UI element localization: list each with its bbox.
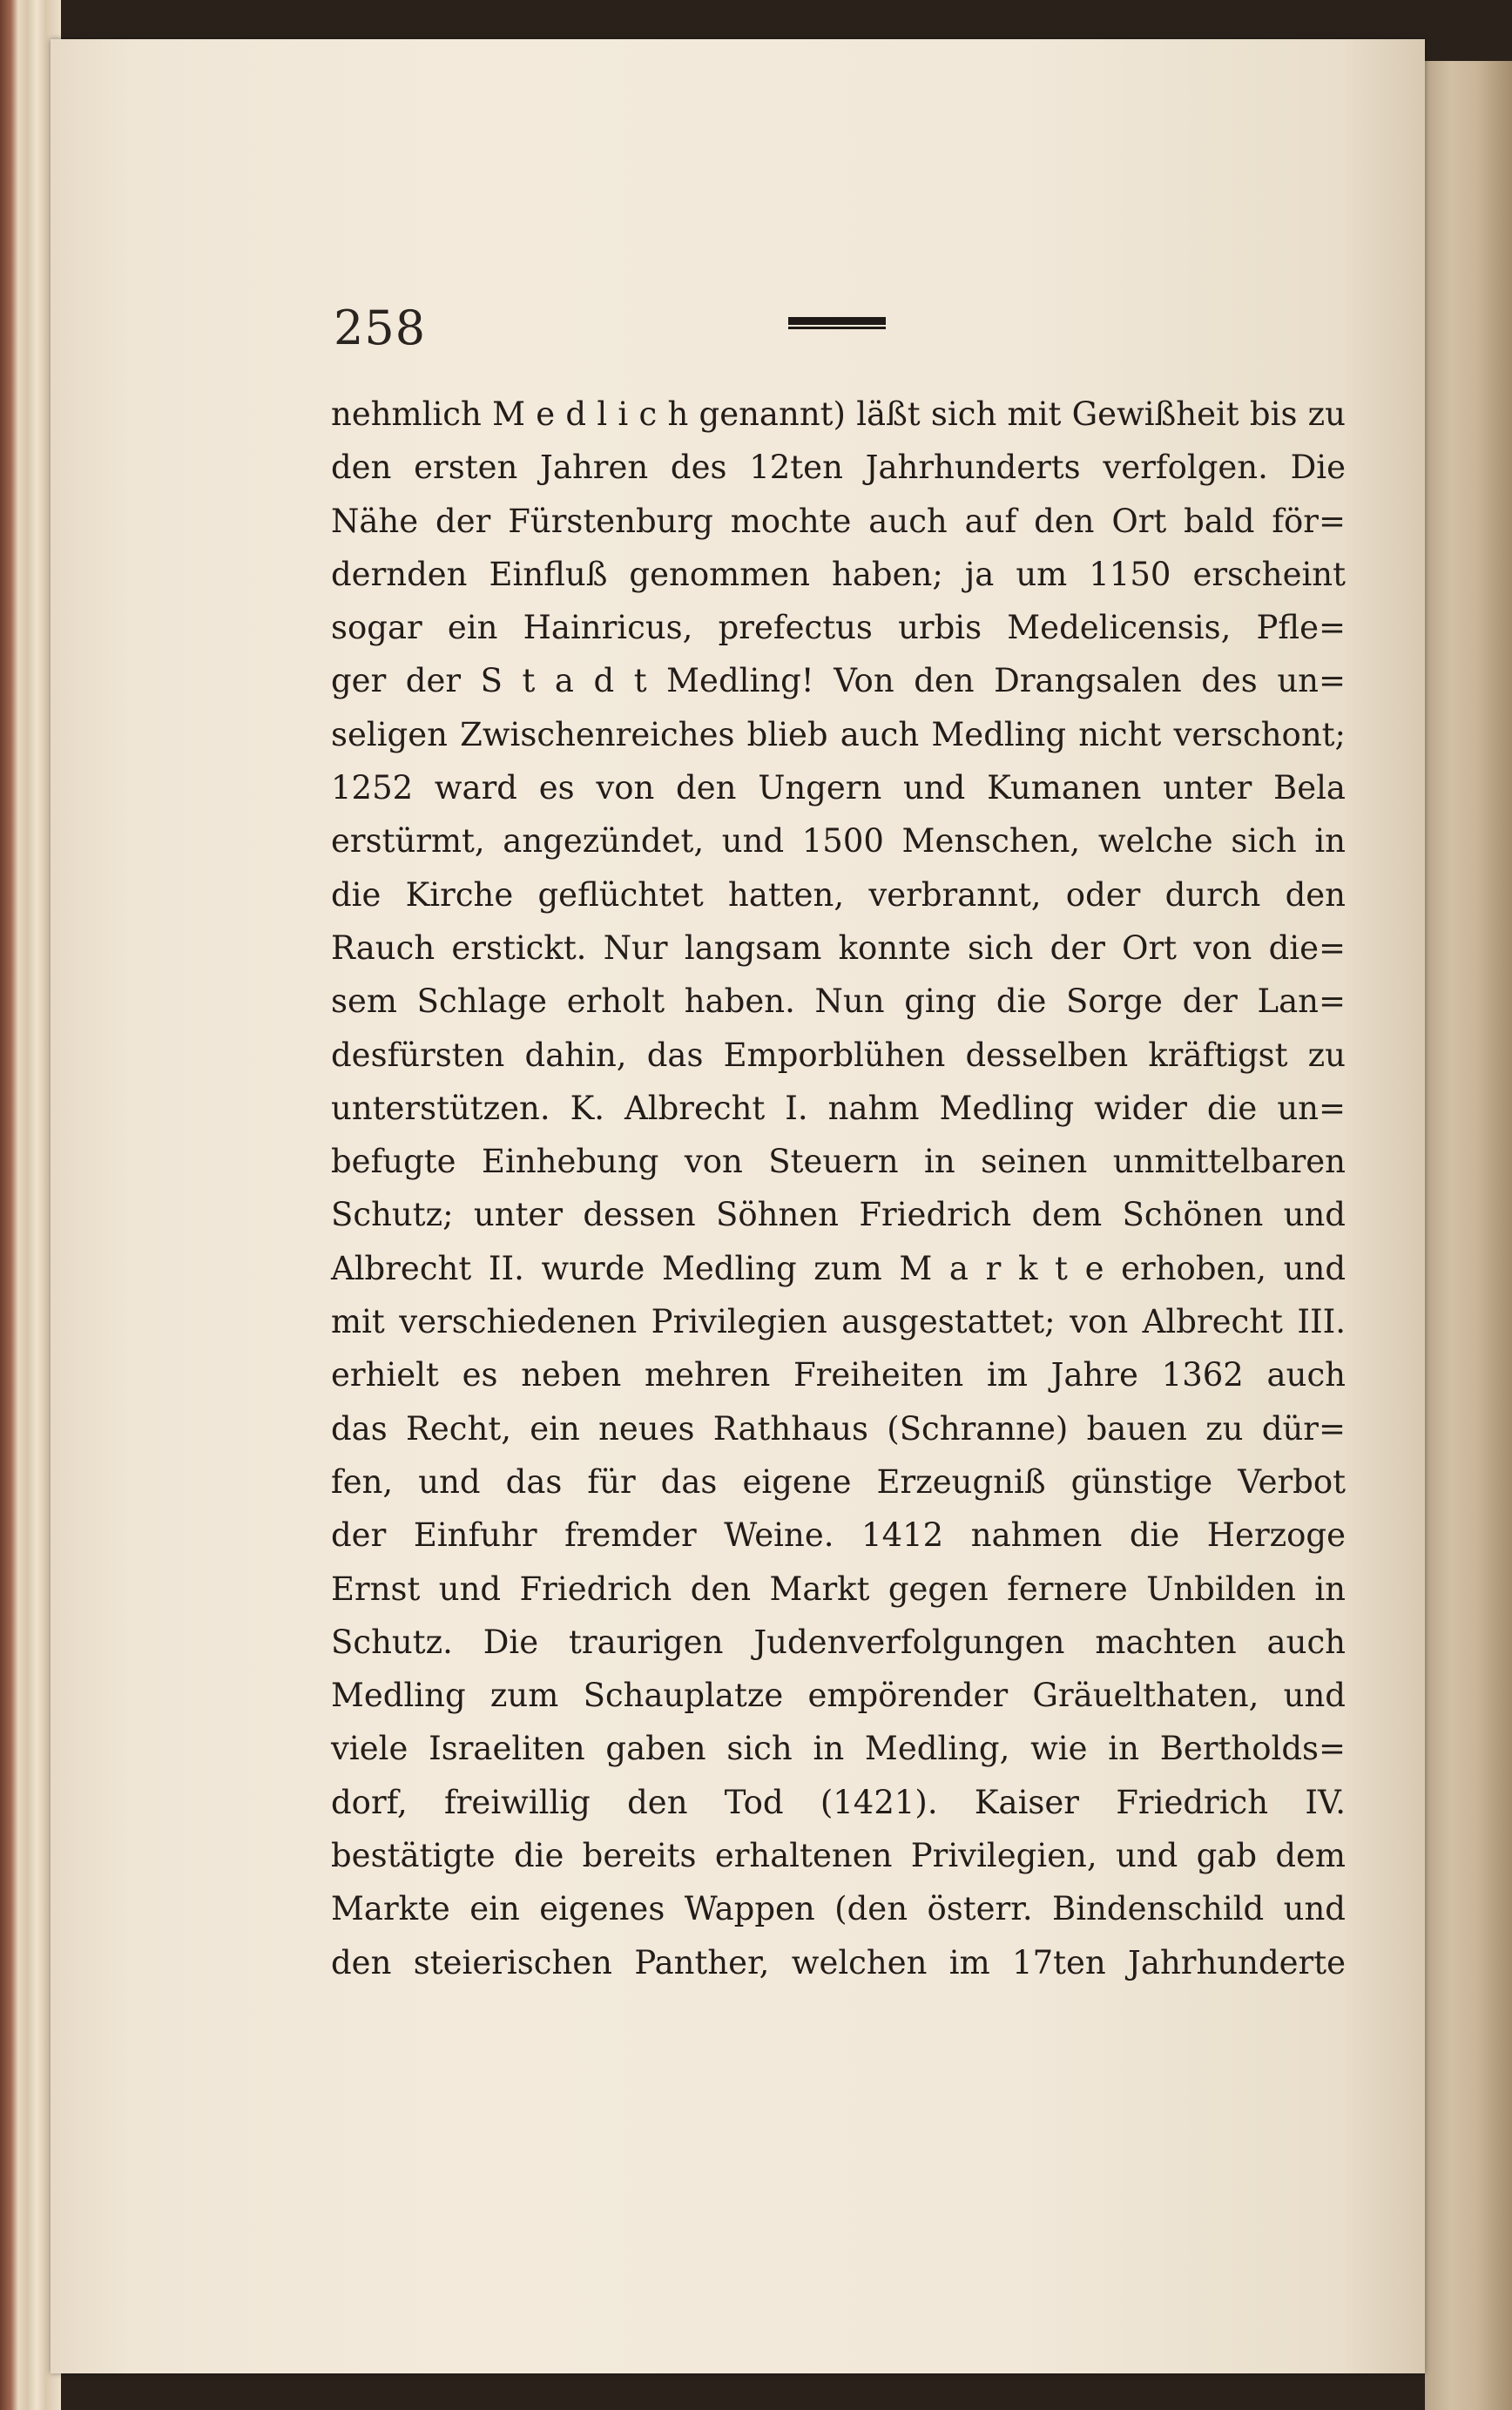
header-rule xyxy=(788,317,886,325)
text-line: den ersten Jahren des 12ten Jahrhunderts verfolgen. Die xyxy=(331,449,1346,487)
book-cover-edge-right xyxy=(1425,61,1512,2410)
text-line: dorf, freiwillig den Tod (1421). Kaiser Friedrich IV. xyxy=(331,1783,1346,1821)
text-line: dernden Einfluß genommen haben; ja um 1150 erscheint xyxy=(331,555,1346,593)
text-line: Nähe der Fürstenburg mochte auch auf den Ort bald för= xyxy=(331,502,1346,540)
text-line: Schutz; unter dessen Söhnen Friedrich dem Schönen und xyxy=(331,1196,1346,1234)
text-line: nehmlich M e d l i c h genannt) läßt sich mit Gewißheit bis zu xyxy=(331,395,1346,433)
body-text xyxy=(331,388,1346,1989)
text-line: Markte ein eigenes Wappen (den österr. Bindenschild und xyxy=(331,1890,1346,1928)
text-line: Ernst und Friedrich den Markt gegen fernere Unbilden in xyxy=(331,1570,1346,1608)
text-line: die Kirche geflüchtet hatten, verbrannt, oder durch den xyxy=(331,875,1346,914)
text-line: Albrecht II. wurde Medling zum M a r k t e erhoben, und xyxy=(331,1249,1346,1287)
text-line: der Einfuhr fremder Weine. 1412 nahmen die Herzoge xyxy=(331,1516,1346,1555)
text-line: Rauch erstickt. Nur langsam konnte sich der Ort von die= xyxy=(331,928,1346,967)
text-line: viele Israeliten gaben sich in Medling, wie in Bertholds= xyxy=(331,1730,1346,1768)
text-line: Schutz. Die traurigen Judenverfolgungen machten auch xyxy=(331,1623,1346,1661)
text-line: befugte Einhebung von Steuern in seinen unmittelbaren xyxy=(331,1143,1346,1181)
text-line: den steierischen Panther, welchen im 17ten Jahrhunderte xyxy=(331,1943,1346,1981)
text-line: unterstützen. K. Albrecht I. nahm Medling wider die un= xyxy=(331,1089,1346,1127)
text-line: erhielt es neben mehren Freiheiten im Jahre 1362 auch xyxy=(331,1356,1346,1394)
text-line: Medling zum Schauplatze empörender Gräuelthaten, und xyxy=(331,1677,1346,1715)
text-line: bestätigte die bereits erhaltenen Privilegien, und gab dem xyxy=(331,1837,1346,1875)
text-line: erstürmt, angezündet, und 1500 Menschen, welche sich in xyxy=(331,822,1346,861)
text-line: seligen Zwischenreiches blieb auch Medling nicht verschont; xyxy=(331,715,1346,753)
page-number: 258 xyxy=(334,300,427,355)
text-line: das Recht, ein neues Rathhaus (Schranne) bauen zu dür= xyxy=(331,1409,1346,1448)
text-line: sem Schlage erholt haben. Nun ging die Sorge der Lan= xyxy=(331,982,1346,1021)
text-line: ger der S t a d t Medling! Von den Drangsalen des un= xyxy=(331,662,1346,700)
text-line: sogar ein Hainricus, prefectus urbis Medelicensis, Pfle= xyxy=(331,609,1346,647)
text-line: desfürsten dahin, das Emporblühen desselben kräftigst zu xyxy=(331,1036,1346,1074)
text-line: fen, und das für das eigene Erzeugniß günstige Verbot xyxy=(331,1462,1346,1501)
text-line: 1252 ward es von den Ungern und Kumanen unter Bela xyxy=(331,769,1346,807)
text-line: mit verschiedenen Privilegien ausgestattet; von Albrecht III. xyxy=(331,1303,1346,1341)
